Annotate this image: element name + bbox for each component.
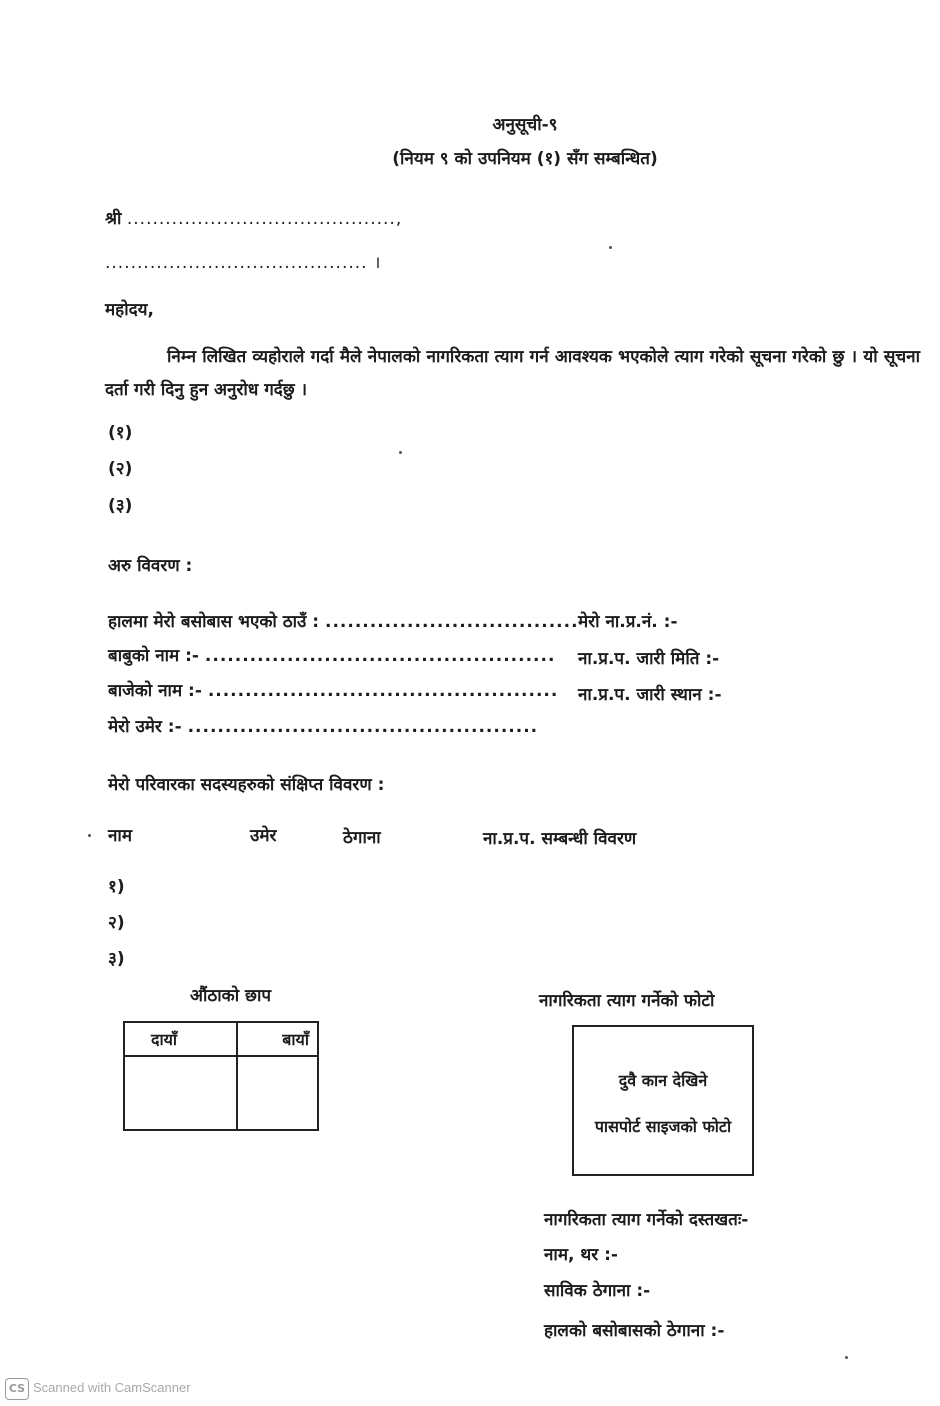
schedule-title: अनुसूची-९ bbox=[492, 115, 558, 135]
current-address-label: हालको बसोबासको ठेगाना :- bbox=[544, 1321, 725, 1341]
scan-speck bbox=[399, 451, 402, 454]
scan-speck bbox=[88, 834, 91, 837]
rule-reference: (नियम ९ को उपनियम (१) सँग सम्बन्धित) bbox=[392, 149, 658, 169]
family-col-age: उमेर bbox=[250, 826, 277, 846]
address-line-2: ......................................... । bbox=[105, 253, 382, 273]
family-row-3: ३) bbox=[108, 949, 125, 969]
photo-instruction-2: पासपोर्ट साइजको फोटो bbox=[594, 1117, 732, 1136]
current-residence-label: हालमा मेरो बसोबास भएको ठाउँ : bbox=[108, 612, 320, 632]
camscanner-watermark: Scanned with CamScanner bbox=[33, 1380, 191, 1395]
family-col-address: ठेगाना bbox=[343, 828, 381, 848]
thumbprint-table bbox=[123, 1021, 319, 1131]
my-age-label: मेरो उमेर :- bbox=[108, 717, 182, 737]
thumb-right-header: दायाँ bbox=[124, 1022, 237, 1056]
grandfather-name-dots: ............................................... bbox=[207, 681, 559, 701]
name-surname-label: नाम, थर :- bbox=[544, 1245, 618, 1265]
thumbprint-label: औंठाको छाप bbox=[190, 986, 272, 1006]
family-col-name: नाम bbox=[108, 826, 133, 846]
thumb-right-cell bbox=[124, 1056, 237, 1130]
scan-speck bbox=[845, 1356, 848, 1359]
camscanner-logo-icon: CS bbox=[5, 1378, 29, 1400]
father-name-dots: ............................................... bbox=[204, 646, 556, 666]
thumb-left-cell bbox=[237, 1056, 318, 1130]
father-name-row bbox=[108, 643, 555, 666]
photo-box bbox=[572, 1025, 754, 1176]
passport-issue-date-label: ना.प्र.प. जारी मिति :- bbox=[578, 649, 720, 669]
family-row-1: १) bbox=[108, 877, 125, 897]
photo-label: नागरिकता त्याग गर्नेको फोटो bbox=[539, 991, 715, 1011]
current-residence-row bbox=[108, 609, 579, 632]
passport-number-label: मेरो ना.प्र.नं. :- bbox=[578, 612, 678, 632]
scan-speck bbox=[609, 246, 612, 249]
father-name-label: बाबुको नाम :- bbox=[108, 646, 199, 666]
signature-label: नागरिकता त्याग गर्नेको दस्तखतः- bbox=[544, 1210, 749, 1230]
grandfather-name-label: बाजेको नाम :- bbox=[108, 681, 202, 701]
passport-issue-place-label: ना.प्र.प. जारी स्थान :- bbox=[578, 685, 722, 705]
shri-prefix: श्री bbox=[105, 209, 122, 229]
current-residence-dots: .................................. bbox=[324, 612, 579, 632]
reason-item-3: (३) bbox=[108, 496, 133, 516]
family-col-passport: ना.प्र.प. सम्बन्धी विवरण bbox=[483, 829, 637, 849]
body-text: निम्न लिखित व्यहोराले गर्दा मैले नेपालको नागरिकता त्याग गर्न आवश्यक भएकोले त्याग गरेको सूचना गरेको छु । यो सूचना दर्ता गरी दिनु हुन अनुरोध गर्दछु । bbox=[105, 347, 920, 400]
reason-item-2: (२) bbox=[108, 459, 133, 479]
grandfather-name-row bbox=[108, 678, 558, 701]
photo-instruction-1: दुवै कान देखिने bbox=[618, 1071, 708, 1090]
permanent-address-label: साविक ठेगाना :- bbox=[544, 1281, 651, 1301]
my-age-dots: ............................................... bbox=[187, 717, 539, 737]
address-dots-1: .........................................., bbox=[126, 209, 403, 229]
my-age-row bbox=[108, 714, 538, 737]
salutation: महोदय, bbox=[105, 300, 154, 320]
reason-item-1: (१) bbox=[108, 423, 133, 443]
thumb-left-header: बायाँ bbox=[237, 1022, 318, 1056]
address-line-1 bbox=[105, 206, 402, 229]
body-paragraph bbox=[105, 341, 920, 407]
other-details-heading: अरु विवरण : bbox=[108, 556, 193, 576]
family-row-2: २) bbox=[108, 913, 125, 933]
family-heading: मेरो परिवारका सदस्यहरुको संक्षिप्त विवरण : bbox=[108, 775, 385, 795]
